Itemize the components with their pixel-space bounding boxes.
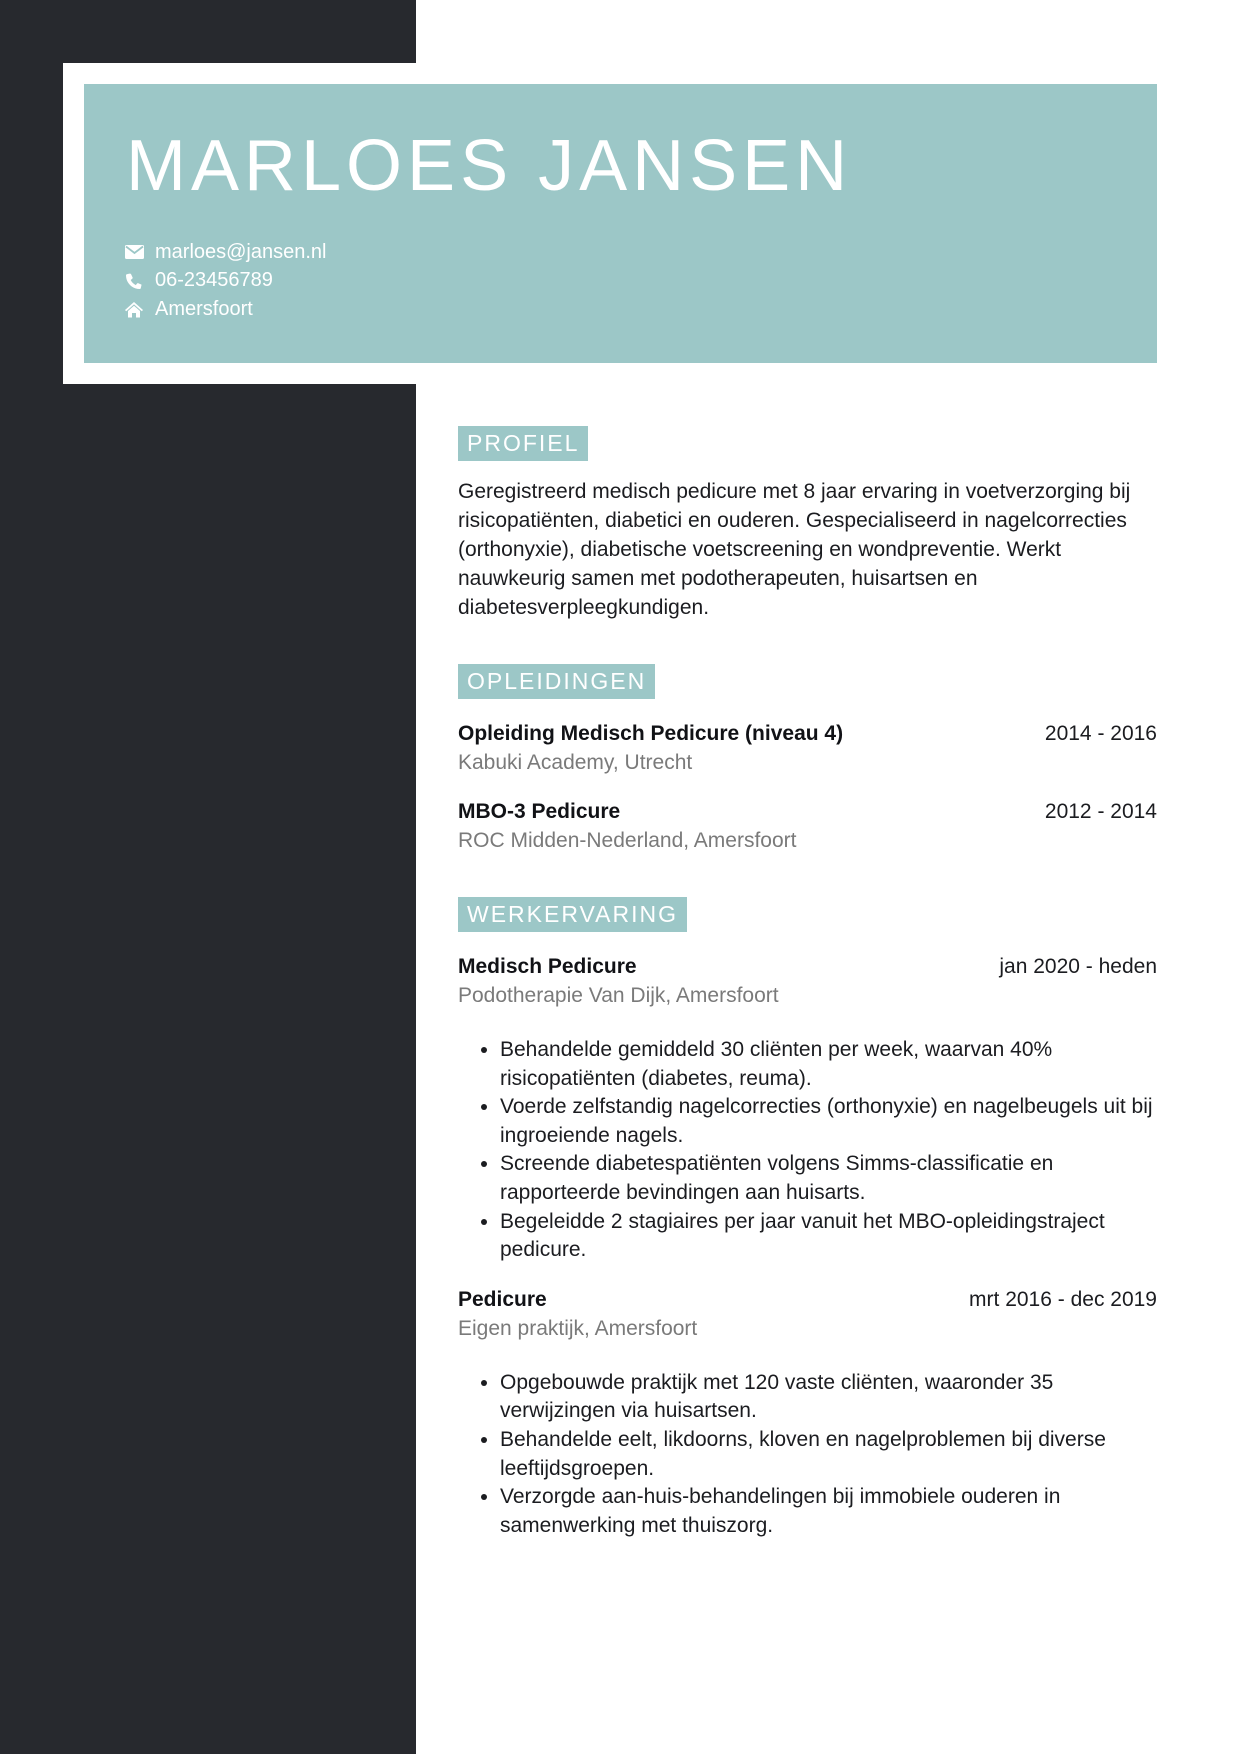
education-heading: OPLEIDINGEN [458,664,655,699]
list-item: • Voerde zelfstandig nagelcorrecties (orthonyxie) en nagelbeugels uit bij ingroeiende nagels. [500,1093,1157,1150]
home-icon [124,299,144,319]
candidate-name: MARLOES JANSEN [126,126,853,206]
phone-icon [124,271,144,291]
education-institution: ROC Midden-Nederland, Amersfoort [458,829,797,852]
list-item: • Behandelde gemiddeld 30 cliënten per week, waarvan 40% risicopatiënten (diabetes, reuma). [500,1036,1157,1093]
education-title: Opleiding Medisch Pedicure (niveau 4) [458,722,844,745]
contact-phone-text[interactable]: 06-23456789 [155,269,273,292]
list-item: • Begeleidde 2 stagiaires per jaar vanuit het MBO-opleidingstraject pedicure. [500,1208,1157,1265]
education-entry [458,797,1157,855]
job-bullets [458,1036,1157,1265]
education-entry [458,719,1157,777]
education-date: 2014 - 2016 [1044,722,1157,745]
education-section [458,664,1157,855]
contact-email-text[interactable]: marloes@jansen.nl [155,240,327,263]
experience-entry-header [458,952,1157,981]
profile-heading: PROFIEL [458,426,588,461]
job-date: mrt 2016 - dec 2019 [969,1287,1157,1311]
list-item: • Opgebouwde praktijk met 120 vaste cliënten, waaronder 35 verwijzingen via huisartsen. [500,1369,1157,1426]
header-banner [84,84,1157,363]
list-item: • Verzorgde aan-huis-behandelingen bij immobiele ouderen in samenwerking met thuiszorg. [500,1483,1157,1540]
profile-section [458,426,1157,622]
job-employer: Podotherapie Van Dijk, Amersfoort [458,984,779,1007]
education-entry-header [458,719,1157,748]
envelope-icon [124,242,144,262]
job-title: Pedicure [458,1287,547,1311]
education-date: 2012 - 2014 [1044,800,1157,823]
list-item: • Screende diabetespatiënten volgens Simms-classificatie en rapporteerde bevindingen aan huisarts. [500,1150,1157,1207]
contact-location-text: Amersfoort [155,297,253,320]
job-date: jan 2020 - heden [999,955,1157,978]
job-employer: Eigen praktijk, Amersfoort [458,1316,698,1340]
education-institution: Kabuki Academy, Utrecht [458,751,693,774]
education-title: MBO-3 Pedicure [458,800,621,823]
experience-entry [458,952,1157,1265]
experience-entry-header [458,1285,1157,1314]
job-title: Medisch Pedicure [458,955,637,978]
experience-heading: WERKERVARING [458,897,687,932]
contact-list [124,238,327,324]
contact-phone [124,267,327,296]
education-entry-header [458,797,1157,826]
job-bullets [458,1369,1157,1541]
list-item: • Behandelde eelt, likdoorns, kloven en nagelproblemen bij diverse leeftijdsgroepen. [500,1426,1157,1483]
main-content [458,426,1157,1540]
profile-text: Geregistreerd medisch pedicure met 8 jaar ervaring in voetverzorging bij risicopatiënten, diabetici en ouderen. Gespecialiseerd in nagelcorrecties (orthonyxie), diabetische voetscreening en wondpreventie. Werkt nauwkeurig samen met podotherapeuten, huisartsen en diabetesverpleegkundigen. [458,480,1131,619]
experience-section [458,897,1157,1540]
experience-entry [458,1285,1157,1541]
contact-location [124,295,327,324]
contact-email [124,238,327,267]
